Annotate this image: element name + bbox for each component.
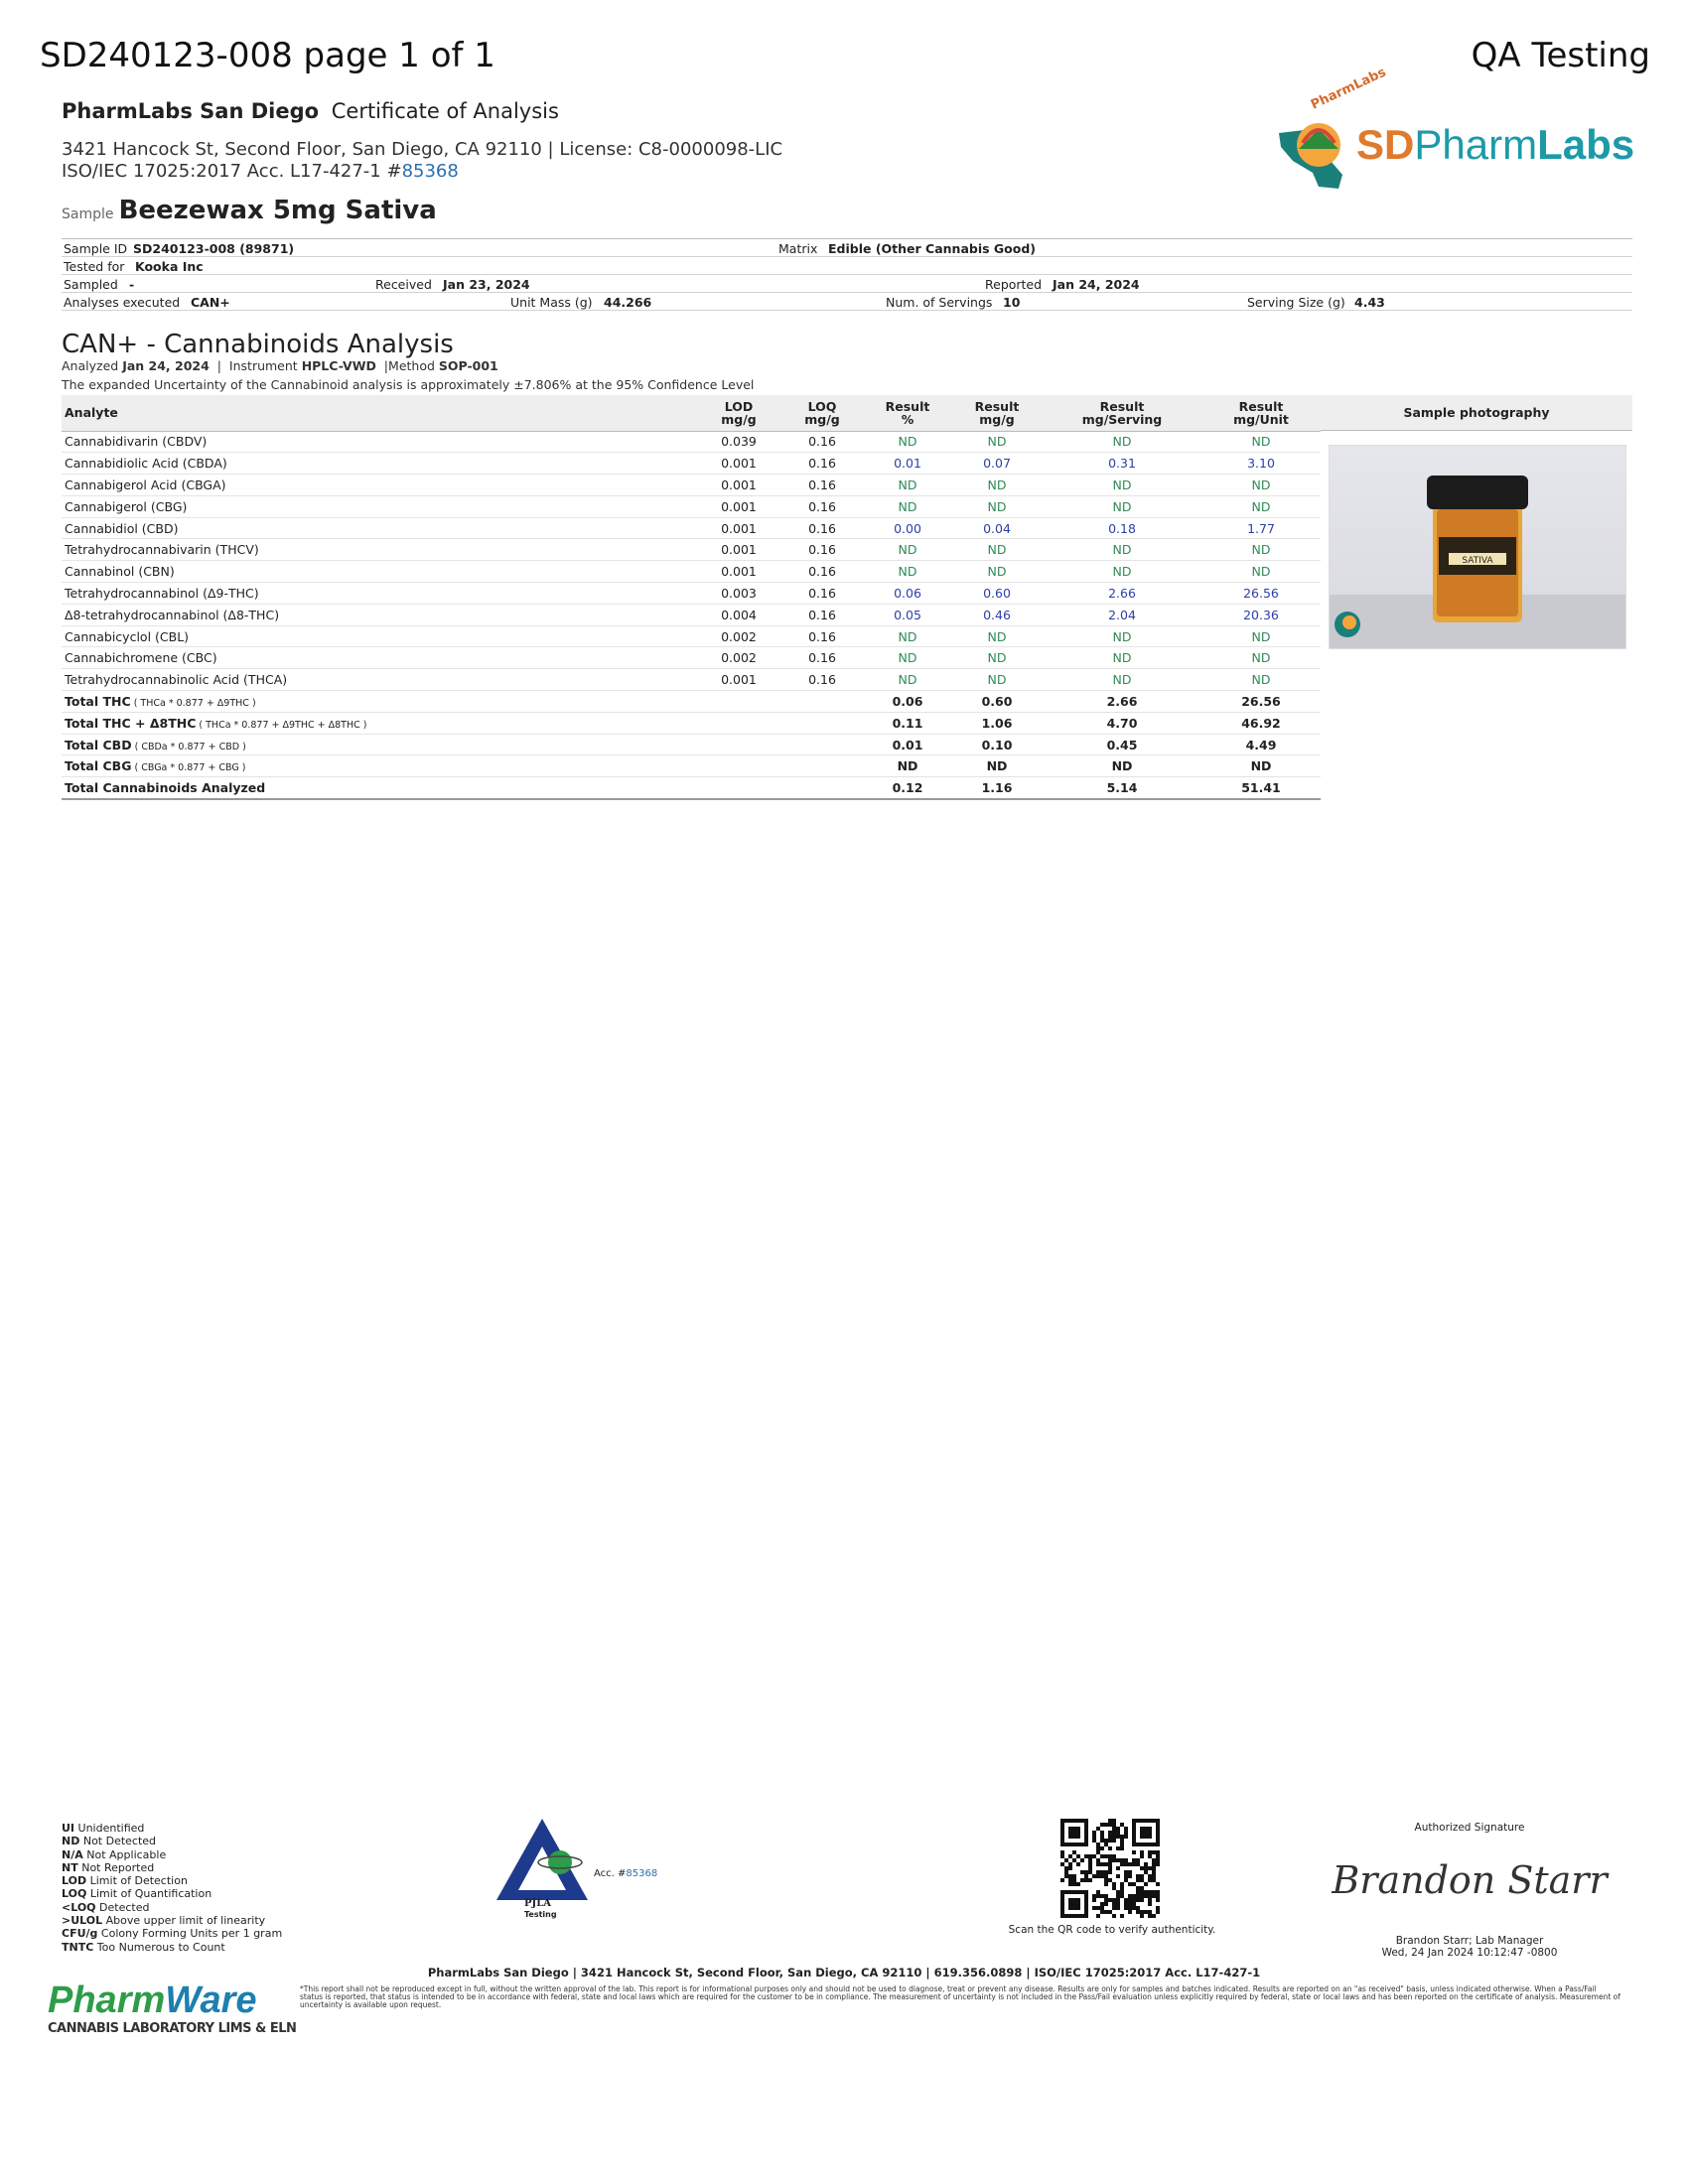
total-value: 1.16 — [951, 777, 1043, 799]
legend-abbr: ND — [62, 1835, 80, 1848]
result-value: ND — [1201, 669, 1321, 691]
legend-abbr: CFU/g — [62, 1927, 98, 1941]
result-value: 0.06 — [864, 583, 951, 605]
qa-label: QA Testing — [1471, 36, 1650, 75]
lod-value: 0.001 — [697, 669, 780, 691]
info-row-2 — [62, 257, 1632, 275]
loq-value: 0.16 — [780, 495, 864, 517]
result-value: ND — [951, 647, 1043, 669]
pjla-acc — [594, 1868, 657, 1879]
result-value: ND — [864, 669, 951, 691]
report-id-page: SD240123-008 page 1 of 1 — [40, 36, 495, 75]
analysis-title: CAN+ - Cannabinoids Analysis — [62, 330, 454, 359]
sampled-label: Sampled — [64, 277, 118, 292]
result-value: ND — [864, 539, 951, 561]
result-value: ND — [1201, 625, 1321, 647]
loq-value: 0.16 — [780, 561, 864, 583]
result-value: ND — [1201, 495, 1321, 517]
legend-abbr: NT — [62, 1860, 78, 1874]
total-label — [62, 777, 697, 799]
table-row — [62, 669, 1321, 691]
total-label-text: Total Cannabinoids Analyzed — [65, 779, 266, 795]
lod-value: 0.003 — [697, 583, 780, 605]
analyte-name: Cannabidivarin (CBDV) — [62, 431, 697, 453]
legend-abbr: <LOQ — [62, 1900, 96, 1914]
analyzed-value: Jan 24, 2024 — [122, 358, 210, 373]
total-row — [62, 712, 1321, 734]
legend-item — [62, 1848, 282, 1861]
loq-value: 0.16 — [780, 475, 864, 496]
result-value: ND — [1043, 625, 1201, 647]
logo-sd: SD — [1356, 121, 1415, 168]
lod-value: 0.039 — [697, 431, 780, 453]
legend-item — [62, 1822, 282, 1835]
address-line: 3421 Hancock St, Second Floor, San Diego, CA 92110 | License: C8-0000098-LIC — [62, 139, 783, 160]
legend-item — [62, 1901, 282, 1914]
result-value: ND — [1043, 647, 1201, 669]
loq-value: 0.16 — [780, 517, 864, 539]
method-value: SOP-001 — [438, 358, 498, 373]
pharmware-sub: CANNABIS LABORATORY LIMS & ELN — [48, 2021, 297, 2036]
lab-address — [62, 139, 782, 183]
legend-item — [62, 1941, 282, 1954]
result-value: 0.31 — [1043, 453, 1201, 475]
legend-item — [62, 1887, 282, 1900]
result-value: 2.66 — [1043, 583, 1201, 605]
total-value: 4.70 — [1043, 712, 1201, 734]
analyses-value: CAN+ — [191, 295, 230, 310]
legend-abbr: TNTC — [62, 1940, 94, 1954]
total-value: ND — [1201, 755, 1321, 777]
legend-abbr: LOQ — [62, 1887, 87, 1901]
analyte-name: Cannabigerol Acid (CBGA) — [62, 475, 697, 496]
col-loq: LOQ mg/g — [780, 395, 864, 431]
jar-label-text: SATIVA — [1462, 556, 1493, 566]
legend-meaning: Too Numerous to Count — [96, 1940, 225, 1954]
serving-size-label: Serving Size (g) — [1247, 295, 1345, 310]
result-value: ND — [951, 539, 1043, 561]
total-formula: ( THCa * 0.877 + Δ9THC + Δ8THC ) — [196, 719, 367, 731]
lod-value: 0.001 — [697, 517, 780, 539]
loq-value: 0.16 — [780, 625, 864, 647]
total-value: 0.11 — [864, 712, 951, 734]
result-value: ND — [1043, 561, 1201, 583]
result-value: ND — [864, 647, 951, 669]
table-row — [62, 561, 1321, 583]
result-value: ND — [1043, 475, 1201, 496]
analyte-name: Cannabicyclol (CBL) — [62, 625, 697, 647]
signer-name-title: Brandon Starr; Lab Manager — [1395, 1935, 1544, 1947]
unit-mass-value: 44.266 — [604, 295, 652, 310]
result-value: ND — [1201, 539, 1321, 561]
analyte-name: Tetrahydrocannabinolic Acid (THCA) — [62, 669, 697, 691]
total-value: 0.01 — [864, 734, 951, 755]
total-value: 0.45 — [1043, 734, 1201, 755]
total-row — [62, 755, 1321, 777]
lod-value: 0.002 — [697, 625, 780, 647]
matrix-label: Matrix — [778, 241, 818, 256]
result-value: 0.00 — [864, 517, 951, 539]
total-value: 0.10 — [951, 734, 1043, 755]
lod-value: 0.001 — [697, 495, 780, 517]
pjla-name: PJLA — [524, 1898, 552, 1909]
iso-link[interactable]: 85368 — [401, 161, 459, 182]
result-value: 1.77 — [1201, 517, 1321, 539]
analyte-name: Tetrahydrocannabivarin (THCV) — [62, 539, 697, 561]
footer-lab-line: PharmLabs San Diego | 3421 Hancock St, Second Floor, San Diego, CA 92110 | 619.356.0898 | ISO/IEC 17025:2017 Acc. L17-427-1 — [427, 1966, 1261, 1979]
legend-meaning: Limit of Quantification — [89, 1887, 212, 1901]
table-row — [62, 517, 1321, 539]
method-label: Method — [388, 358, 435, 373]
result-value: ND — [1201, 647, 1321, 669]
info-row-1 — [62, 239, 1632, 257]
loq-value: 0.16 — [780, 669, 864, 691]
info-row-3 — [62, 275, 1632, 293]
analyte-name: Cannabidiolic Acid (CBDA) — [62, 453, 697, 475]
sample-line — [62, 196, 437, 225]
pjla-acc-link[interactable]: 85368 — [626, 1868, 658, 1879]
legend-meaning: Limit of Detection — [89, 1874, 188, 1888]
iso-text: ISO/IEC 17025:2017 Acc. L17-427-1 # — [62, 161, 402, 182]
total-value: ND — [864, 755, 951, 777]
total-label — [62, 691, 697, 713]
logo-wordmark — [1356, 121, 1634, 169]
col-lod: LOD mg/g — [697, 395, 780, 431]
result-value: 0.18 — [1043, 517, 1201, 539]
loq-value: 0.16 — [780, 647, 864, 669]
legend-item — [62, 1861, 282, 1874]
result-value: ND — [951, 625, 1043, 647]
total-formula: ( CBDa * 0.877 + CBD ) — [131, 741, 246, 752]
legend-meaning: Not Reported — [81, 1860, 155, 1874]
result-value: ND — [1043, 431, 1201, 453]
lod-value: 0.001 — [697, 539, 780, 561]
logo-arc-text: PharmLabs — [1309, 65, 1389, 113]
result-value: 2.04 — [1043, 604, 1201, 625]
total-value: 1.06 — [951, 712, 1043, 734]
result-value: ND — [951, 561, 1043, 583]
total-row — [62, 734, 1321, 755]
table-row — [62, 647, 1321, 669]
total-value: ND — [1043, 755, 1201, 777]
total-value: 0.06 — [864, 691, 951, 713]
total-label-text: Total CBD — [65, 737, 132, 752]
received-value: Jan 23, 2024 — [443, 277, 530, 292]
legend-meaning: Unidentified — [77, 1822, 145, 1835]
received-label: Received — [375, 277, 432, 292]
analyte-name: Tetrahydrocannabinol (Δ9-THC) — [62, 583, 697, 605]
total-value: 0.60 — [951, 691, 1043, 713]
result-value: 0.07 — [951, 453, 1043, 475]
total-value: 26.56 — [1201, 691, 1321, 713]
lab-heading — [62, 99, 559, 123]
analyte-name: Δ8-tetrahydrocannabinol (Δ8-THC) — [62, 604, 697, 625]
pharmware-a: Pharm — [48, 1979, 166, 2021]
sampled-value: - — [129, 277, 135, 292]
table-row — [62, 495, 1321, 517]
total-label — [62, 734, 697, 755]
legend-item — [62, 1927, 282, 1940]
table-row — [62, 431, 1321, 453]
tested-for-value: Kooka Inc — [135, 259, 204, 274]
result-value: 3.10 — [1201, 453, 1321, 475]
reported-value: Jan 24, 2024 — [1053, 277, 1140, 292]
abbreviation-legend — [62, 1822, 282, 1954]
result-value: ND — [951, 475, 1043, 496]
legend-item — [62, 1874, 282, 1887]
analyses-label: Analyses executed — [64, 295, 181, 310]
total-label-text: Total THC + Δ8THC — [65, 715, 197, 731]
reported-label: Reported — [985, 277, 1043, 292]
pjla-acc-prefix: Acc. # — [594, 1868, 627, 1879]
iso-line — [62, 161, 782, 183]
sample-id-label: Sample ID — [64, 241, 128, 256]
signature-timestamp: Wed, 24 Jan 2024 10:12:47 -0800 — [1381, 1947, 1558, 1959]
table-row — [62, 539, 1321, 561]
result-value: ND — [951, 495, 1043, 517]
total-value: 2.66 — [1043, 691, 1201, 713]
legend-abbr: >ULOL — [62, 1914, 103, 1928]
total-label-text: Total CBG — [65, 758, 132, 774]
pharmware-logo — [48, 1979, 297, 2049]
col-analyte: Analyte — [62, 395, 697, 431]
lod-value: 0.001 — [697, 453, 780, 475]
total-formula: ( THCa * 0.877 + Δ9THC ) — [130, 697, 256, 709]
signature-label: Authorized Signature — [1414, 1822, 1525, 1834]
total-label-text: Total THC — [65, 693, 131, 709]
result-value: 0.04 — [951, 517, 1043, 539]
california-logo-icon — [1273, 99, 1362, 194]
legend-meaning: Not Detected — [82, 1835, 157, 1848]
info-row-4 — [62, 293, 1632, 311]
col-result-pct: Result % — [864, 395, 951, 431]
sample-name: Beezewax 5mg Sativa — [118, 196, 437, 225]
legend-meaning: Detected — [99, 1900, 150, 1914]
logo-labs: Labs — [1537, 121, 1635, 168]
servings-value: 10 — [1003, 295, 1021, 310]
col-result-unit: Result mg/Unit — [1201, 395, 1321, 431]
loq-value: 0.16 — [780, 604, 864, 625]
total-row — [62, 691, 1321, 713]
table-row — [62, 604, 1321, 625]
qr-caption: Scan the QR code to verify authenticity. — [1008, 1924, 1216, 1936]
table-row — [62, 475, 1321, 496]
legend-item — [62, 1914, 282, 1927]
cannabinoid-results-table — [62, 395, 1321, 800]
analyte-name: Cannabidiol (CBD) — [62, 517, 697, 539]
loq-value: 0.16 — [780, 431, 864, 453]
legend-abbr: N/A — [62, 1847, 83, 1861]
total-value: 51.41 — [1201, 777, 1321, 799]
analyte-name: Cannabigerol (CBG) — [62, 495, 697, 517]
uncertainty-note: The expanded Uncertainty of the Cannabinoid analysis is approximately ±7.806% at the 95% Confidence Level — [62, 377, 755, 392]
result-value: ND — [1043, 495, 1201, 517]
logo-pharm: Pharm — [1414, 121, 1538, 168]
instrument-label: Instrument — [228, 358, 298, 373]
result-value: 0.01 — [864, 453, 951, 475]
unit-mass-label: Unit Mass (g) — [510, 295, 593, 310]
result-value: ND — [1201, 431, 1321, 453]
result-value: ND — [864, 495, 951, 517]
servings-label: Num. of Servings — [886, 295, 993, 310]
col-result-serving: Result mg/Serving — [1043, 395, 1201, 431]
table-row — [62, 583, 1321, 605]
lod-value: 0.004 — [697, 604, 780, 625]
pharmware-wordmark — [48, 1979, 276, 2021]
pharmware-b: Ware — [165, 1979, 257, 2021]
total-value: 0.12 — [864, 777, 951, 799]
total-label — [62, 712, 697, 734]
sd-pharmlabs-logo — [1273, 65, 1635, 199]
result-value: ND — [1043, 539, 1201, 561]
result-value: ND — [864, 625, 951, 647]
verification-qr-icon[interactable] — [1060, 1819, 1160, 1918]
signature-script: Brandon Starr — [1332, 1858, 1608, 1902]
lod-value: 0.002 — [697, 647, 780, 669]
result-value: ND — [864, 475, 951, 496]
result-value: ND — [1043, 669, 1201, 691]
legend-meaning: Not Applicable — [86, 1847, 167, 1861]
loq-value: 0.16 — [780, 539, 864, 561]
pjla-sub: Testing — [524, 1910, 557, 1919]
table-row — [62, 625, 1321, 647]
lab-name: PharmLabs San Diego — [62, 99, 320, 123]
result-value: ND — [951, 431, 1043, 453]
footer-disclaimer: *This report shall not be reproduced except in full, without the written approval of the lab. This report is for informational purposes only and should not be used to diagnose, treat or prevent any disease. Results are only for samples and batches indicated. Results are reported on an "as received" basis, unless indicated otherwise. When a Pass/Fail status is reported, that status is intended to be in accordance with federal, state and local laws which are required for the customer to be in compliance. The measurement of uncertainty is not included in the Pass/Fail evaluation unless explicitly required by federal, state or local laws and has been reported on the certificate of analysis. Measurement of uncertainty is available upon request. — [300, 1984, 1620, 2009]
result-value: 0.60 — [951, 583, 1043, 605]
total-value: ND — [951, 755, 1043, 777]
pjla-logo — [492, 1817, 671, 1926]
legend-abbr: UI — [62, 1822, 75, 1835]
total-value: 46.92 — [1201, 712, 1321, 734]
matrix-value: Edible (Other Cannabis Good) — [828, 241, 1037, 256]
lod-value: 0.001 — [697, 561, 780, 583]
sample-label: Sample — [62, 206, 114, 222]
loq-value: 0.16 — [780, 583, 864, 605]
legend-abbr: LOD — [62, 1874, 87, 1888]
col-result-mgg: Result mg/g — [951, 395, 1043, 431]
analysis-meta: Analyzed Jan 24, 2024 | Instrument HPLC-VWD |Method SOP-001 — [62, 358, 498, 373]
instrument-value: HPLC-VWD — [301, 358, 376, 373]
analyzed-label: Analyzed — [62, 358, 119, 373]
tested-for-label: Tested for — [64, 259, 125, 274]
total-formula: ( CBGa * 0.877 + CBG ) — [131, 762, 246, 774]
total-value: 4.49 — [1201, 734, 1321, 755]
total-label — [62, 755, 697, 777]
result-value: ND — [1201, 475, 1321, 496]
result-value: ND — [864, 431, 951, 453]
legend-meaning: Colony Forming Units per 1 gram — [100, 1927, 283, 1941]
serving-size-value: 4.43 — [1354, 295, 1385, 310]
result-value: ND — [951, 669, 1043, 691]
total-row — [62, 777, 1321, 799]
product-jar-image — [1330, 446, 1625, 648]
photo-header: Sample photography — [1321, 395, 1632, 431]
sample-photo — [1329, 445, 1626, 649]
analyte-name: Cannabichromene (CBC) — [62, 647, 697, 669]
legend-meaning: Above upper limit of linearity — [105, 1914, 266, 1928]
sample-id-value: SD240123-008 (89871) — [133, 241, 295, 256]
analyte-name: Cannabinol (CBN) — [62, 561, 697, 583]
loq-value: 0.16 — [780, 453, 864, 475]
signature-details — [1301, 1935, 1638, 1959]
result-value: 26.56 — [1201, 583, 1321, 605]
table-row — [62, 453, 1321, 475]
result-value: ND — [864, 561, 951, 583]
result-value: 20.36 — [1201, 604, 1321, 625]
legend-item — [62, 1835, 282, 1847]
lod-value: 0.001 — [697, 475, 780, 496]
table-header-row — [62, 395, 1321, 431]
result-value: 0.05 — [864, 604, 951, 625]
result-value: 0.46 — [951, 604, 1043, 625]
result-value: ND — [1201, 561, 1321, 583]
doc-type: Certificate of Analysis — [331, 99, 559, 123]
total-value: 5.14 — [1043, 777, 1201, 799]
